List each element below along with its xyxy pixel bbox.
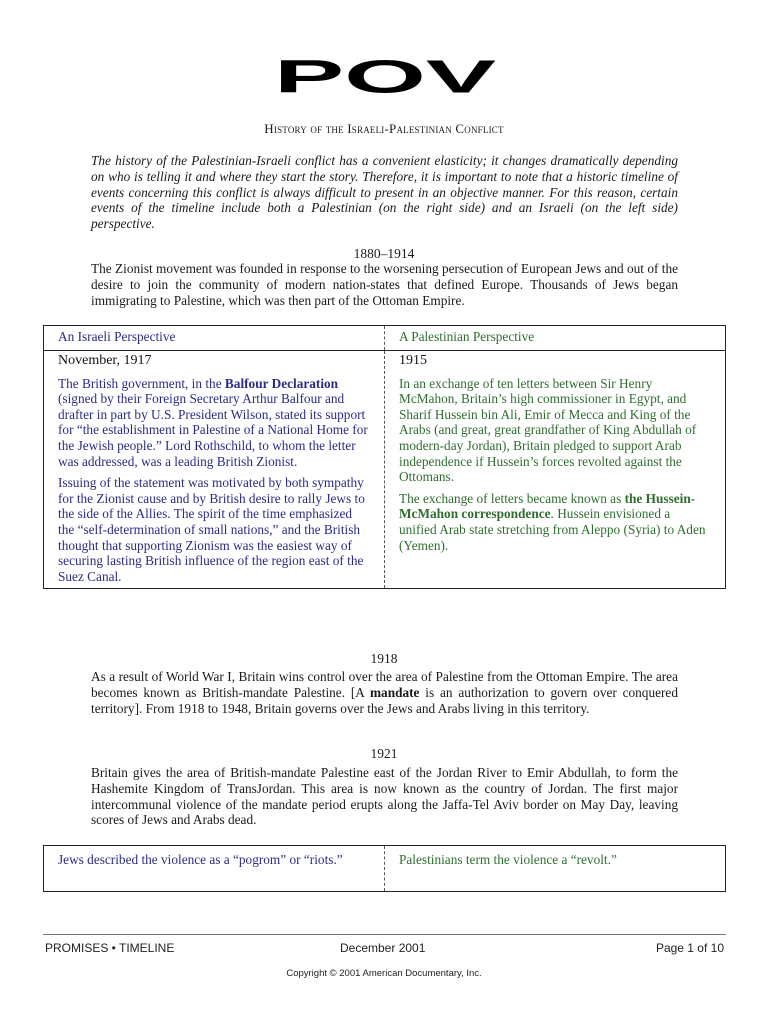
logo-text: POV xyxy=(274,52,496,100)
paragraph-1921: Britain gives the area of British-mandate Palestine east of the Jordan River to Emir Abdullah, to form the Hashemite Kingdom of TransJordan. This area is now known as the country of Jordan. The first major intercommunal violence of the mandate period erupts along the Jaffa-Tel Aviv border on May Day, leaving scores of Jews and Arabs dead. xyxy=(91,765,678,828)
israeli-perspective-header: An Israeli Perspective xyxy=(44,326,385,351)
paragraph-1918: As a result of World War I, Britain wins control over the area of Palestine from the Ottoman Empire. The area becomes known as British-mandate Palestine. [A mandate is an authorization to govern over conquered territory]. From 1918 to 1948, Britain governs over the Jews and Arabs living in this territory. xyxy=(91,669,678,716)
copyright: Copyright © 2001 American Documentary, Inc. xyxy=(286,968,482,979)
israeli-paragraph-1: The British government, in the Balfour Declaration (signed by their Foreign Secretary Arthur Balfour and drafter in part by U.S. President Wilson, stated its support for “the establishment in Palestine of a National Home for the Jewish people.” Lord Rothschild, to whom the letter was addressed, was a leading British Zionist. xyxy=(58,375,368,469)
year-1918: 1918 xyxy=(370,651,398,666)
year-1880-1914: 1880–1914 xyxy=(353,246,415,261)
paragraph-1880-1914: The Zionist movement was founded in response to the worsening persecution of European Jews and out of the desire to join the community of modern nation-states that defined Europe. Thousands of Jews began immigrating to Palestine, which was then part of the Ottoman Empire. xyxy=(91,261,678,308)
israeli-paragraph-2: Issuing of the statement was motivated by both sympathy for the Zionist cause and by British desire to rally Jews to the side of the Allies. The spirit of the time emphasized the “self-determination of small nations,” and the British thought that supporting Zionism was the easiest way of securing lasting British influence of the region east of the Suez Canal. xyxy=(58,475,365,584)
year-1921: 1921 xyxy=(370,746,398,761)
perspective-table-1917 xyxy=(43,325,726,589)
balfour-declaration-term: Balfour Declaration xyxy=(224,375,339,391)
israeli-perspective-cell xyxy=(44,351,385,589)
palestinian-perspective-1921: Palestinians term the violence a “revolt.” xyxy=(399,852,617,867)
palestinian-date: 1915 xyxy=(399,353,427,368)
israeli-date: November, 1917 xyxy=(58,353,152,368)
palestinian-perspective-header: A Palestinian Perspective xyxy=(399,329,535,344)
intro-paragraph: The history of the Palestinian-Israeli conflict has a convenient elasticity; it changes dramatically depending on who is telling it and where they start the story. Therefore, it is important to note that a historic timeline of events concerning this conflict is always difficult to present in an objective manner. For this reason, certain events of the timeline include both a Palestinian (on the right side) and an Israeli (on the left side) perspective. xyxy=(91,153,678,232)
palestinian-paragraph-1: In an exchange of ten letters between Sir Henry McMahon, Britain’s high commissioner in Egypt, and Sharif Hussein bin Ali, Emir of Mecca and King of the Arabs (and great, great grandfather of King Abdullah of modern-day Jordan), Britain pledged to support Arab independence if Hussein’s forces revolted against the Ottomans. xyxy=(399,375,697,485)
footer-date: December 2001 xyxy=(340,941,426,955)
israeli-perspective-1921: Jews described the violence as a “pogrom” or “riots.” xyxy=(44,846,385,892)
pov-logo xyxy=(270,52,500,100)
mandate-term: mandate xyxy=(369,684,420,700)
footer-divider xyxy=(43,934,726,935)
palestinian-perspective-cell xyxy=(385,351,726,589)
hussein-mcmahon-term: the Hussein-McMahon correspondence xyxy=(399,490,696,522)
footer-page-number: Page 1 of 10 xyxy=(655,941,724,955)
document-title: History of the Israeli-Palestinian Conflict xyxy=(264,121,504,136)
perspective-table-1921 xyxy=(43,845,726,892)
footer-left: PROMISES • TIMELINE xyxy=(45,941,175,955)
palestinian-paragraph-2: The exchange of letters became known as the Hussein-McMahon correspondence. Hussein envisioned a unified Arab state stretching from Aleppo (Syria) to Aden (Yemen). xyxy=(399,490,706,553)
